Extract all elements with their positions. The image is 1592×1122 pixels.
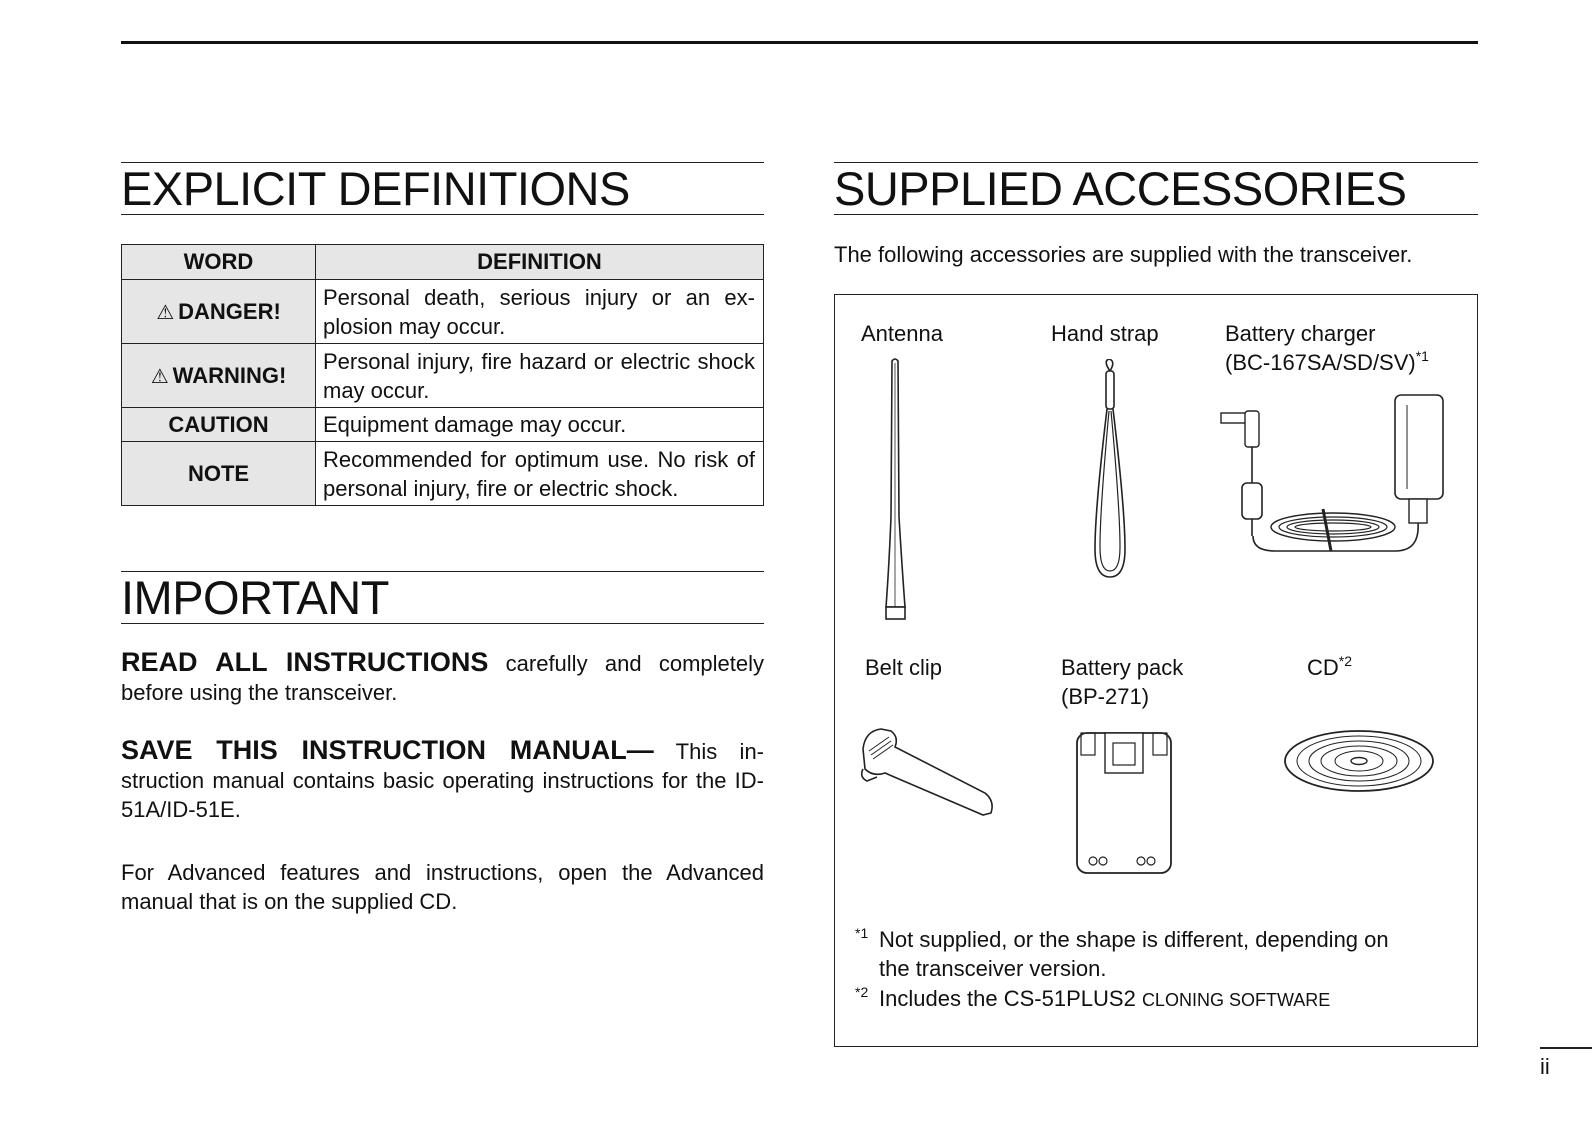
- read-instructions-paragraph: [121, 648, 764, 707]
- accessories-intro: The following accessories are supplied with the transceiver.: [834, 242, 1413, 267]
- table-row: [122, 442, 764, 506]
- read-instructions-text: carefully and completely before using the transceiver.: [121, 651, 764, 705]
- word-cell: NOTE: [122, 442, 316, 506]
- definition-cell: Personal death, serious injury or an ex-plosion may occur.: [316, 280, 764, 344]
- save-manual-bold: SAVE THIS INSTRUCTION MANUAL—: [121, 735, 654, 765]
- footnote-2-text: Includes the CS-51PLUS2: [879, 986, 1142, 1011]
- battery-charger-icon: [1215, 391, 1465, 571]
- cd-label: [1307, 653, 1352, 682]
- important-heading: [121, 571, 764, 624]
- definitions-heading: [121, 162, 764, 215]
- footnote-ref-1: *1: [1415, 348, 1429, 364]
- definitions-table: [121, 244, 764, 506]
- definition-cell: Recommended for optimum use. No risk of personal injury, fire or electric shock.: [316, 442, 764, 506]
- battery-charger-name: Battery charger: [1225, 321, 1376, 346]
- definitions-title: EXPLICIT DEFINITIONS: [121, 162, 630, 215]
- page-number-rule: [1540, 1047, 1592, 1049]
- footnote-1-mark: *1: [855, 925, 869, 941]
- battery-charger-model: (BC-167SA/SD/SV): [1225, 350, 1416, 375]
- hand-strap-label: Hand strap: [1051, 321, 1159, 346]
- battery-pack-label: [1061, 653, 1183, 711]
- battery-charger-label: [1225, 319, 1429, 377]
- battery-pack-name: Battery pack: [1061, 655, 1184, 680]
- table-row: [122, 280, 764, 344]
- warning-triangle-icon: ⚠: [156, 301, 175, 324]
- antenna-icon: [875, 357, 915, 621]
- word-cell: [122, 280, 316, 344]
- word-label: WARNING!: [172, 362, 287, 388]
- definition-cell: Equipment damage may occur.: [316, 408, 764, 442]
- belt-clip-label: Belt clip: [865, 655, 943, 680]
- word-cell: CAUTION: [122, 408, 316, 442]
- cd-icon: [1281, 725, 1437, 795]
- accessories-title: SUPPLIED ACCESSORIES: [834, 162, 1407, 215]
- header-word: WORD: [122, 245, 316, 280]
- footnote-1-text-cont: the transceiver version.: [879, 956, 1107, 981]
- definition-cell: Personal injury, fire hazard or electric shock may occur.: [316, 344, 764, 408]
- battery-pack-model: (BP-271): [1061, 684, 1150, 709]
- word-cell: [122, 344, 316, 408]
- save-manual-text: This in-struction manual contains basic operating instructions for the ID-51A/ID-51E.: [121, 739, 765, 822]
- header-definition: DEFINITION: [316, 245, 764, 280]
- table-header-row: [122, 245, 764, 280]
- footnote-ref-2: *2: [1338, 653, 1353, 669]
- read-instructions-bold: READ ALL INSTRUCTIONS: [121, 647, 489, 677]
- belt-clip-icon: [855, 725, 995, 821]
- save-manual-paragraph: [121, 736, 764, 824]
- battery-pack-icon: [1071, 729, 1177, 879]
- table-row: [122, 408, 764, 442]
- footnote-2: [855, 984, 1330, 1015]
- hand-strap-icon: [1085, 359, 1135, 583]
- table-row: [122, 344, 764, 408]
- word-label: DANGER!: [178, 298, 281, 324]
- important-title: IMPORTANT: [121, 571, 389, 624]
- footnote-2-smallcaps: CLONING SOFTWARE: [1141, 990, 1331, 1010]
- footnote-2-mark: *2: [855, 984, 869, 1000]
- antenna-label: Antenna: [861, 321, 943, 346]
- top-rule: [121, 41, 1478, 44]
- page-number: ii: [1540, 1054, 1550, 1079]
- accessories-heading: [834, 162, 1478, 215]
- footnote-1: [855, 925, 1389, 983]
- accessories-box: [834, 294, 1478, 1047]
- cd-name: CD: [1307, 655, 1339, 680]
- warning-triangle-icon: ⚠: [150, 365, 169, 388]
- advanced-manual-paragraph: For Advanced features and instructions, open the Advanced manual that is on the supplied CD.: [121, 860, 764, 914]
- footnote-1-text: Not supplied, or the shape is different, depending on: [879, 927, 1389, 952]
